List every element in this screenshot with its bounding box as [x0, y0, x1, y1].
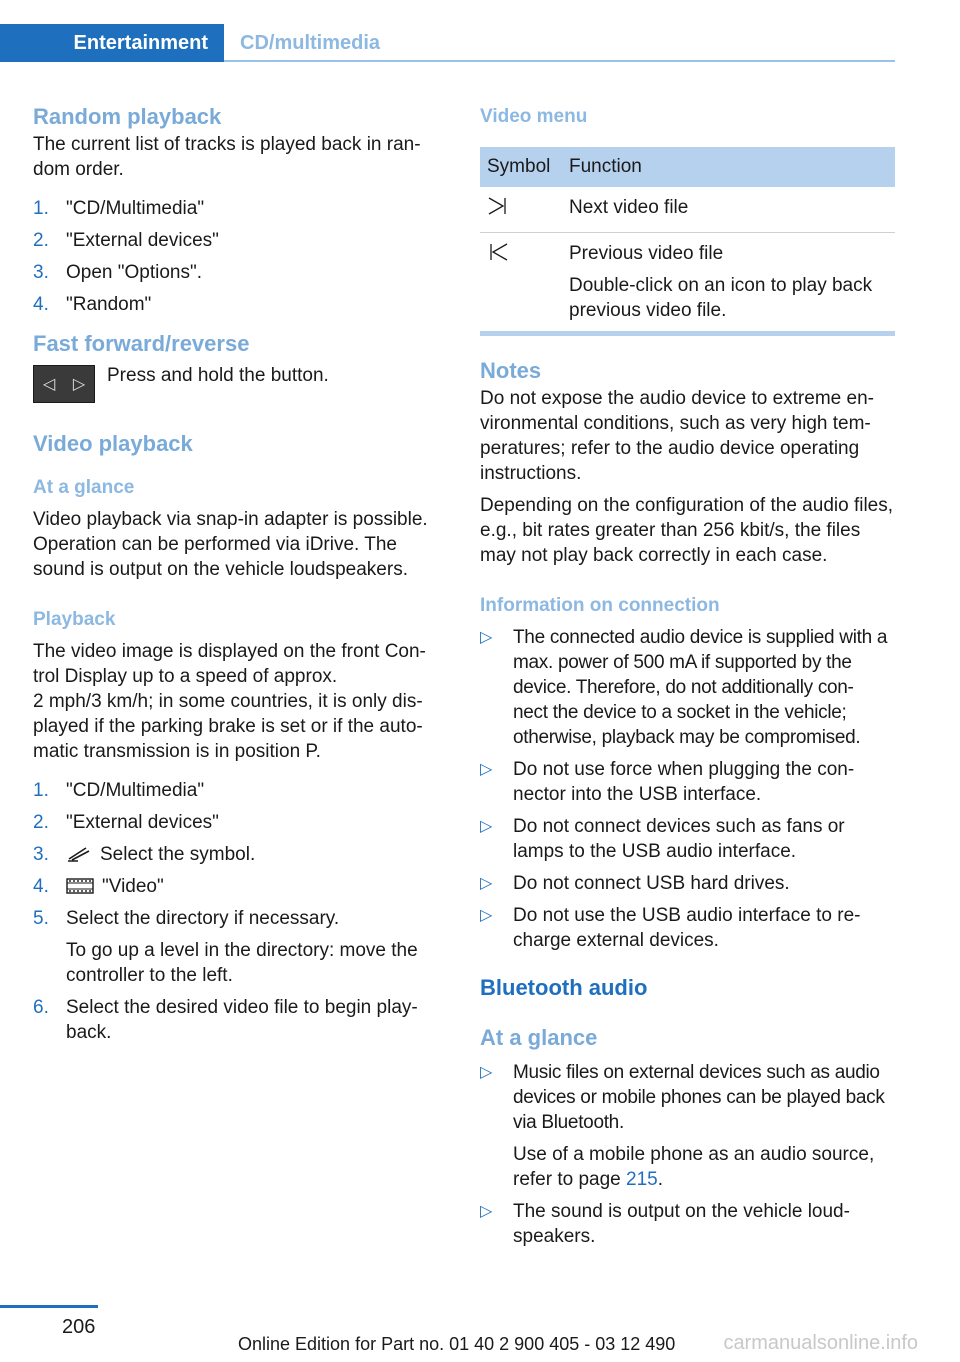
list-item: 2. "External devices"	[33, 812, 219, 833]
heading-notes: Notes	[480, 358, 542, 383]
bluetooth-list	[480, 1060, 896, 1249]
table-bottom-rule	[480, 331, 895, 336]
watermark: carmanualsonline.info	[723, 1332, 918, 1354]
bullet-triangle-icon: ▷	[480, 818, 493, 835]
ffr-block	[33, 365, 443, 427]
list-item: ▷ Music files on external devices such as audio devices or mobile phones can be played back via Bluetooth. Use of a mobile phone as an audio source, refer to page 215.	[480, 1062, 885, 1190]
ffr-text: Press and hold the button.	[107, 365, 329, 386]
bullet-triangle-icon: ▷	[480, 629, 493, 646]
chapter-header	[0, 24, 895, 62]
list-item: 5. Select the directory if necessary. To go up a level in the directory: move the controller to the left.	[33, 908, 418, 986]
random-playback-text: The current list of tracks is played back in ran- dom order.	[33, 134, 421, 180]
list-item: 4. "Random"	[33, 294, 152, 315]
list-item: 1. "CD/Multimedia"	[33, 198, 205, 219]
bullet-triangle-icon: ▷	[480, 1064, 493, 1081]
bullet-triangle-icon: ▷	[480, 907, 493, 924]
video-menu-table	[480, 147, 895, 331]
bullet-triangle-icon: ▷	[480, 761, 493, 778]
heading-bt-at-a-glance: At a glance	[480, 1025, 598, 1050]
list-item: ▷ Do not use force when plugging the con- nector into the USB interface.	[480, 759, 855, 805]
notes-text-2: Depending on the configuration of the audio files, e.g., bit rates greater than 256 kbit/s, the files may not play back correctly in each case.	[480, 495, 894, 566]
heading-playback: Playback	[33, 609, 116, 630]
list-item: 4. "Video"	[33, 876, 164, 897]
list-item: 2. "External devices"	[33, 230, 219, 251]
table-row: Next video file	[480, 187, 895, 233]
list-item: 6. Select the desired video file to begin play- back.	[33, 997, 418, 1043]
tab-cd-multimedia[interactable]: CD/multimedia	[240, 31, 381, 54]
list-item: 3. Select the symbol.	[33, 844, 256, 865]
heading-fast-forward-reverse: Fast forward/reverse	[33, 331, 250, 356]
list-item: ▷ The connected audio device is supplied with a max. power of 500 mA if supported by the device. Therefore, do not additionally con- nect the device to a socket in the vehicle; otherwise, playback may be compromised.	[480, 627, 888, 748]
previous-track-icon	[487, 241, 509, 263]
heading-video-playback: Video playback	[33, 431, 193, 456]
heading-information-on-connection: Information on connection	[480, 595, 720, 616]
page-number-rule	[0, 1305, 98, 1308]
at-a-glance-text: Video playback via snap-in adapter is possible. Operation can be performed via iDrive. The sound is output on the vehicle loudspeakers.	[33, 509, 428, 580]
playback-text: The video image is displayed on the front Con- trol Display up to a speed of approx. 2 mph/3 km/h; in some countries, it is only dis- played if the parking brake is set or if the auto- matic transmission is in position P.	[33, 641, 426, 762]
seek-button-icon: ◁ ▷	[33, 365, 95, 403]
bullet-triangle-icon: ▷	[480, 875, 493, 892]
list-item: ▷ Do not use the USB audio interface to re- charge external devices.	[480, 905, 861, 951]
header-rule	[224, 60, 895, 62]
heading-bluetooth-audio: Bluetooth audio	[480, 975, 648, 1000]
list-item: ▷ The sound is output on the vehicle loud- speakers.	[480, 1201, 850, 1247]
heading-video-menu: Video menu	[480, 106, 588, 127]
table-row: Previous video file Double-click on an icon to play back previous video file.	[480, 233, 895, 332]
heading-random-playback: Random playback	[33, 104, 222, 129]
connection-list	[480, 625, 896, 953]
next-track-icon	[487, 195, 509, 217]
page-number: 206	[62, 1316, 96, 1338]
col-header-symbol: Symbol	[480, 147, 562, 187]
film-icon	[66, 877, 94, 895]
external-device-icon	[66, 845, 92, 863]
col-header-function: Function	[562, 147, 895, 187]
bullet-triangle-icon: ▷	[480, 1203, 493, 1220]
right-column	[480, 100, 896, 1256]
list-item: ▷ Do not connect devices such as fans or lamps to the USB audio interface.	[480, 816, 845, 862]
list-item: ▷ Do not connect USB hard drives.	[480, 873, 790, 894]
list-item: 3. Open "Options".	[33, 262, 203, 283]
page-link[interactable]: 215	[626, 1169, 658, 1190]
video-steps	[33, 778, 443, 1045]
heading-at-a-glance: At a glance	[33, 477, 135, 498]
list-item: 1. "CD/Multimedia"	[33, 780, 205, 801]
left-column	[33, 100, 443, 1052]
notes-text-1: Do not expose the audio device to extreme en- vironmental conditions, such as very high tem- peratures; refer to the audio device operating instructions.	[480, 388, 874, 484]
edition-footer: Online Edition for Part no. 01 40 2 900 405 - 03 12 490	[238, 1334, 676, 1354]
tab-entertainment[interactable]: Entertainment	[0, 24, 224, 62]
random-steps	[33, 196, 443, 317]
